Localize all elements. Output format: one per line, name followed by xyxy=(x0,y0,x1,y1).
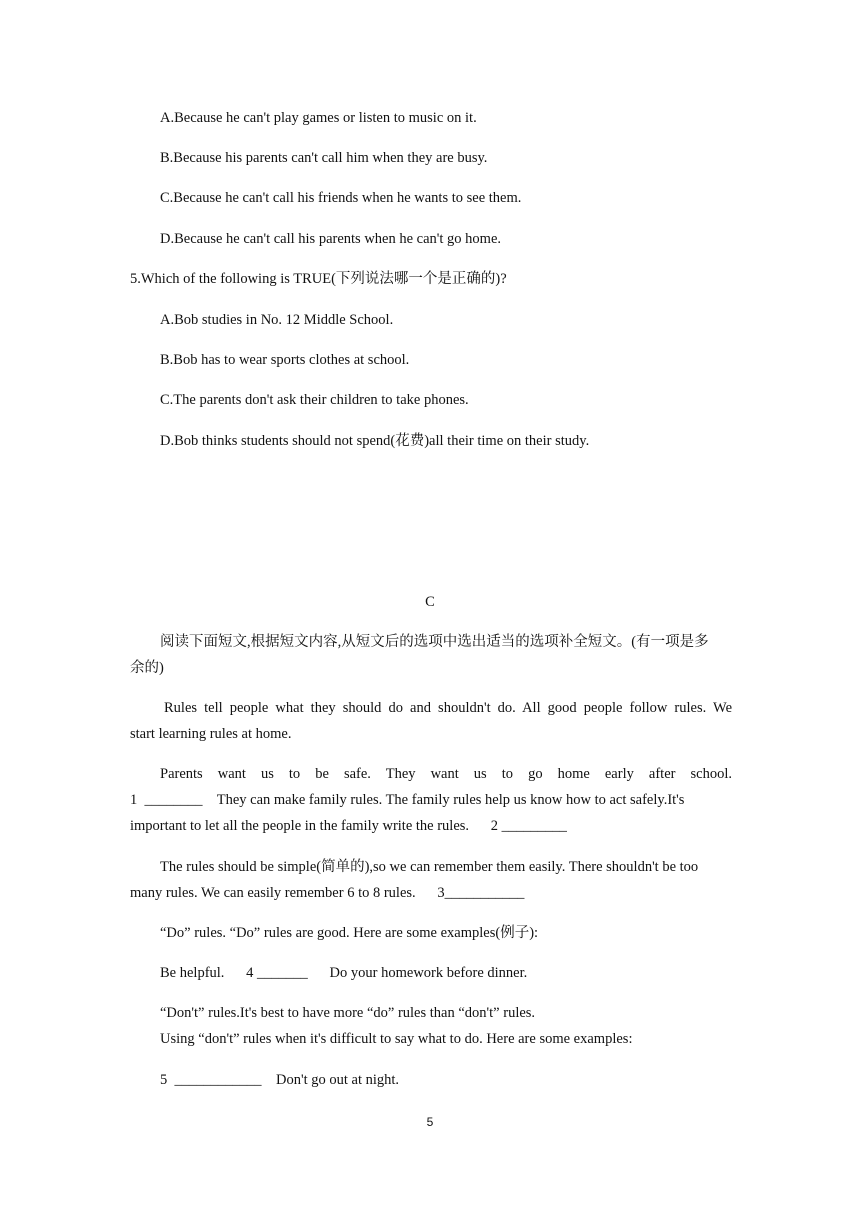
paragraph-3-line-1: The rules should be simple(简单的),so we can remember them easily. There shouldn't be too xyxy=(160,859,699,875)
paragraph-6-line-2: Using “don't” rules when it's difficult to say what to do. Here are some examples: xyxy=(160,1031,633,1047)
q5-option-c: C.The parents don't ask their children to take phones. xyxy=(160,392,469,408)
q4-option-d: D.Because he can't call his parents when he can't go home. xyxy=(160,231,502,247)
instruction-line-1: 阅读下面短文,根据短文内容,从短文后的选项中选出适当的选项补全短文。(有一项是多 xyxy=(160,634,709,650)
q5-option-d: D.Bob thinks students should not spend(花费)all their time on their study. xyxy=(160,433,590,449)
paragraph-1-line-2: start learning rules at home. xyxy=(130,726,292,742)
instruction-line-2: 余的) xyxy=(130,660,164,676)
q5-option-a: A.Bob studies in No. 12 Middle School. xyxy=(160,312,394,328)
paragraph-7: 5 ____________ Don't go out at night. xyxy=(160,1072,400,1088)
q5-question: 5.Which of the following is TRUE(下列说法哪一个是正确的)? xyxy=(130,271,507,287)
paragraph-5: Be helpful. 4 _______ Do your homework before dinner. xyxy=(160,965,528,981)
page-number: 5 xyxy=(426,1115,434,1129)
q4-option-b: B.Because his parents can't call him when they are busy. xyxy=(160,150,488,166)
paragraph-2-line-1: Parents want us to be safe. They want us to go home early after school. xyxy=(160,766,732,782)
q4-option-c: C.Because he can't call his friends when he wants to see them. xyxy=(160,190,522,206)
paragraph-4: “Do” rules. “Do” rules are good. Here are some examples(例子): xyxy=(160,925,539,941)
q5-option-b: B.Bob has to wear sports clothes at school. xyxy=(160,352,410,368)
paragraph-2-line-2: 1 ________ They can make family rules. The family rules help us know how to act safely.It's xyxy=(130,792,685,808)
paragraph-6-line-1: “Don't” rules.It's best to have more “do” rules than “don't” rules. xyxy=(160,1005,536,1021)
paragraph-2-line-3: important to let all the people in the family write the rules. 2 _________ xyxy=(130,818,567,834)
section-heading: C xyxy=(425,594,435,610)
q4-option-a: A.Because he can't play games or listen to music on it. xyxy=(160,110,477,126)
paragraph-1-line-1: Rules tell people what they should do and shouldn't do. All good people follow rules. We xyxy=(164,700,732,716)
paragraph-3-line-2: many rules. We can easily remember 6 to 8 rules. 3___________ xyxy=(130,885,525,901)
